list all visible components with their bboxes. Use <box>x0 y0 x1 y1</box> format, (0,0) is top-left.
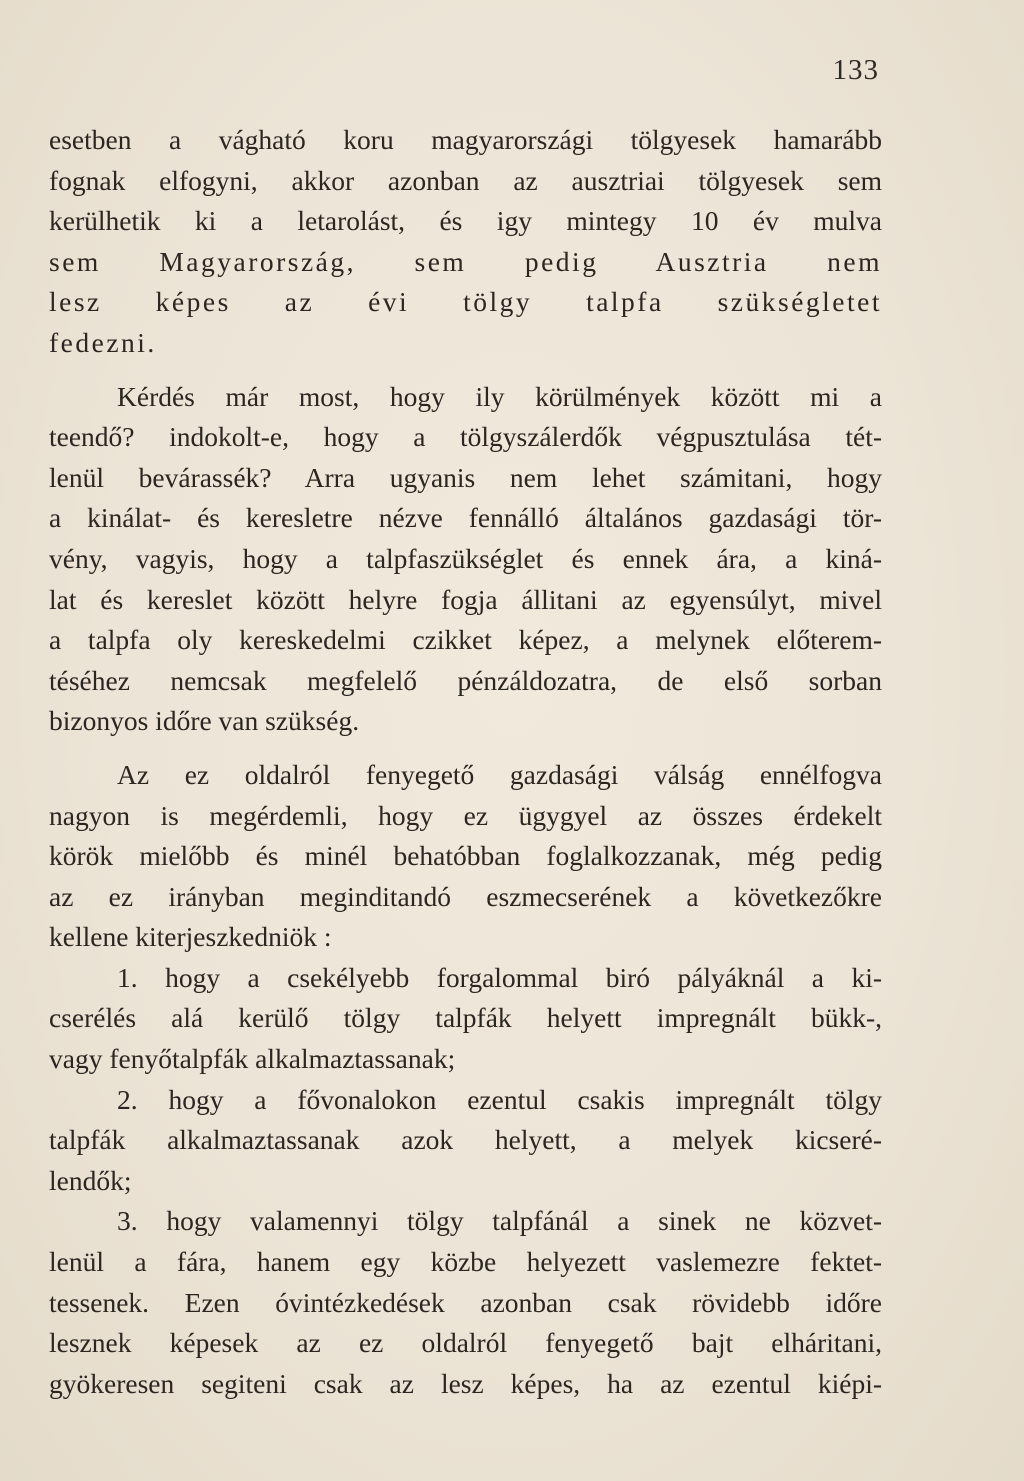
text-line: nagyon is megérdemli, hogy ez ügygyel az összes érdekelt <box>49 799 882 831</box>
list-item-line: lenül a fára, hanem egy közbe helyezett vaslemezre fektet- <box>49 1246 882 1278</box>
list-item-line: lendők; <box>49 1164 132 1196</box>
text-line: lat és kereslet között helyre fogja állitani az egyensúlyt, mivel <box>49 583 882 615</box>
list-item-line: 2. hogy a fővonalokon ezentul csakis impregnált tölgy <box>117 1083 882 1115</box>
list-item-line: talpfák alkalmaztassanak azok helyett, a melyek kicseré- <box>49 1124 882 1156</box>
text-line: kellene kiterjeszkedniök : <box>49 921 332 953</box>
text-line: vény, vagyis, hogy a talpfaszükséglet és ennek ára, a kiná- <box>49 542 882 574</box>
text-line: a talpfa oly kereskedelmi czikket képez, a melynek előterem- <box>49 624 882 656</box>
text-line: lesz képes az évi tölgy talpfa szükségletet <box>49 286 882 318</box>
text-line: Az ez oldalról fenyegető gazdasági válság ennélfogva <box>117 758 882 790</box>
list-item-line: vagy fenyőtalpfák alkalmaztassanak; <box>49 1043 456 1075</box>
text-line: az ez irányban meginditandó eszmecserének a következőkre <box>49 880 882 912</box>
text-line: fognak elfogyni, akkor azonban az ausztriai tölgyesek sem <box>49 164 882 196</box>
text-line: bizonyos időre van szükség. <box>49 705 360 737</box>
text-line: teendő? indokolt-e, hogy a tölgyszálerdők végpusztulása tét- <box>49 421 882 453</box>
text-line: fedezni. <box>49 326 157 358</box>
list-item-line: cserélés alá kerülő tölgy talpfák helyett impregnált bükk-, <box>49 1002 882 1034</box>
text-line: körök mielőbb és minél behatóbban foglalkozzanak, még pedig <box>49 840 882 872</box>
list-item-line: 3. hogy valamennyi tölgy talpfánál a sinek ne közvet- <box>117 1205 882 1237</box>
list-item-line: gyökeresen segiteni csak az lesz képes, ha az ezentul kiépi- <box>49 1367 882 1399</box>
text-line: kerülhetik ki a letarolást, és igy mintegy 10 év mulva <box>49 205 882 237</box>
text-line: a kinálat- és keresletre nézve fennálló általános gazdasági tör- <box>49 502 882 534</box>
list-item-line: tessenek. Ezen óvintézkedések azonban csak rövidebb időre <box>49 1286 882 1318</box>
list-item-line: 1. hogy a csekélyebb forgalommal biró pályáknál a ki- <box>117 961 882 993</box>
text-line: téséhez nemcsak megfelelő pénzáldozatra, de első sorban <box>49 664 882 696</box>
text-line: sem Magyarország, sem pedig Ausztria nem <box>49 245 882 277</box>
text-line: esetben a vágható koru magyarországi tölgyesek hamarább <box>49 124 882 155</box>
text-line: lenül bevárassék? Arra ugyanis nem lehet számitani, hogy <box>49 461 882 493</box>
page-number: 133 <box>832 54 879 86</box>
text-line: Kérdés már most, hogy ily körülmények között mi a <box>117 380 882 412</box>
body-text <box>49 120 882 1404</box>
list-item-line: lesznek képesek az ez oldalról fenyegető bajt elháritani, <box>49 1327 882 1359</box>
